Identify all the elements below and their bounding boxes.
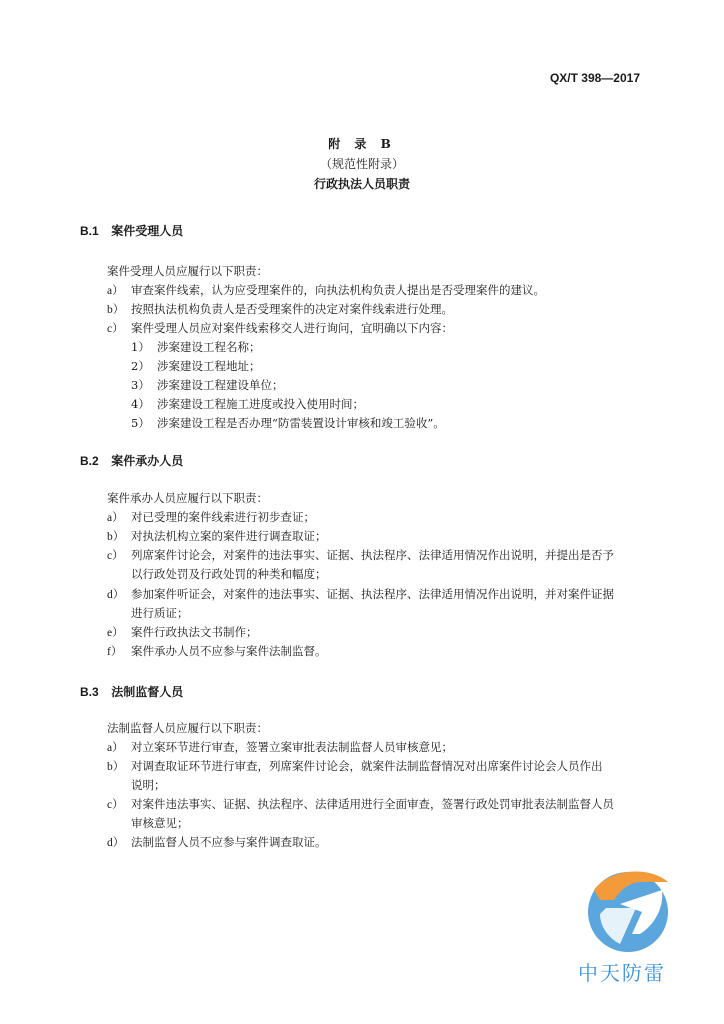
sub-item-label: 5） <box>131 416 150 430</box>
section-number: B.3 <box>80 685 99 699</box>
list-item-label: b） <box>107 761 125 773</box>
list-item-label: b） <box>107 304 125 316</box>
sub-item-text: 涉案建设工程是否办理“防雷装置设计审核和竣工验收”。 <box>157 416 445 430</box>
sub-item-text: 涉案建设工程地址； <box>157 359 261 373</box>
list-item-label: a） <box>107 285 124 297</box>
sub-item-label: 4） <box>131 397 150 411</box>
list-item-text: 案件行政执法文书制作； <box>131 625 258 639</box>
appendix-type: （规范性附录） <box>319 157 404 171</box>
list-item-text: 参加案件听证会，对案件的违法事实、证据、执法程序、法律适用情况作出说明，并对案件证据 <box>131 587 614 601</box>
list-item-text: 按照执法机构负责人是否受理案件的决定对案件线索进行处理。 <box>131 302 453 316</box>
section-heading <box>80 683 183 700</box>
list-item-label: c） <box>107 550 124 562</box>
list-item-text: 审查案件线索，认为应受理案件的，向执法机构负责人提出是否受理案件的建议。 <box>131 283 545 297</box>
list-item-label: b） <box>107 531 125 543</box>
section-heading <box>80 222 183 239</box>
section-number: B.1 <box>80 224 99 238</box>
list-item-label: a） <box>107 742 124 754</box>
list-item-text-continued: 说明； <box>131 778 166 792</box>
list-item-label: a） <box>107 512 124 524</box>
sub-item-text: 涉案建设工程施工进度或投入使用时间； <box>157 397 364 411</box>
list-item-text: 对执法机构立案的案件进行调查取证； <box>131 529 327 543</box>
list-item-label: f） <box>107 646 123 658</box>
list-item-text: 对已受理的案件线索进行初步查证； <box>131 510 315 524</box>
list-item-text: 案件受理人员应对案件线索移交人进行询问，宜明确以下内容： <box>131 321 453 335</box>
section-heading <box>80 452 183 469</box>
list-item-text: 对立案环节进行审查，签署立案审批表法制监督人员审核意见； <box>131 740 453 754</box>
section-number: B.2 <box>80 454 99 468</box>
list-item-text: 对案件违法事实、证据、执法程序、法律适用进行全面审查，签署行政处罚审批表法制监督人员 <box>131 797 614 811</box>
sub-item-text: 涉案建设工程建设单位； <box>157 378 284 392</box>
list-item-text: 案件承办人员不应参与案件法制监督。 <box>131 644 327 658</box>
list-item-label: d） <box>107 837 125 849</box>
zhongtian-logo-icon <box>580 860 676 956</box>
list-item-label: e） <box>107 627 124 639</box>
list-item-label: c） <box>107 799 124 811</box>
standard-code: QX/T 398—2017 <box>549 71 640 85</box>
list-item-label: d） <box>107 589 125 601</box>
watermark-text: 中天防雷 <box>578 961 666 985</box>
section-intro: 案件承办人员应履行以下职责： <box>107 491 268 505</box>
section-title: 法制监督人员 <box>111 685 184 699</box>
list-item-text: 对调查取证环节进行审查，列席案件讨论会，就案件法制监督情况对出席案件讨论会人员作出 <box>131 759 603 773</box>
list-item-text: 法制监督人员不应参与案件调查取证。 <box>131 835 327 849</box>
section-title: 案件承办人员 <box>111 454 184 468</box>
list-item-text-continued: 审核意见； <box>131 816 189 830</box>
section-intro: 法制监督人员应履行以下职责： <box>107 721 268 735</box>
sub-item-label: 2） <box>131 359 150 373</box>
section-title: 案件受理人员 <box>111 224 184 238</box>
list-item-label: c） <box>107 323 124 335</box>
section-intro: 案件受理人员应履行以下职责： <box>107 264 268 278</box>
list-item-text: 列席案件讨论会，对案件的违法事实、证据、执法程序、法律适用情况作出说明，并提出是否予 <box>131 548 614 562</box>
sub-item-text: 涉案建设工程名称； <box>157 340 261 354</box>
appendix-name: 行政执法人员职责 <box>313 177 410 191</box>
appendix-title: 附 录 B <box>328 137 396 151</box>
list-item-text-continued: 进行质证； <box>131 606 189 620</box>
list-item-text-continued: 以行政处罚及行政处罚的种类和幅度； <box>131 567 327 581</box>
sub-item-label: 3） <box>131 378 150 392</box>
sub-item-label: 1） <box>131 340 150 354</box>
